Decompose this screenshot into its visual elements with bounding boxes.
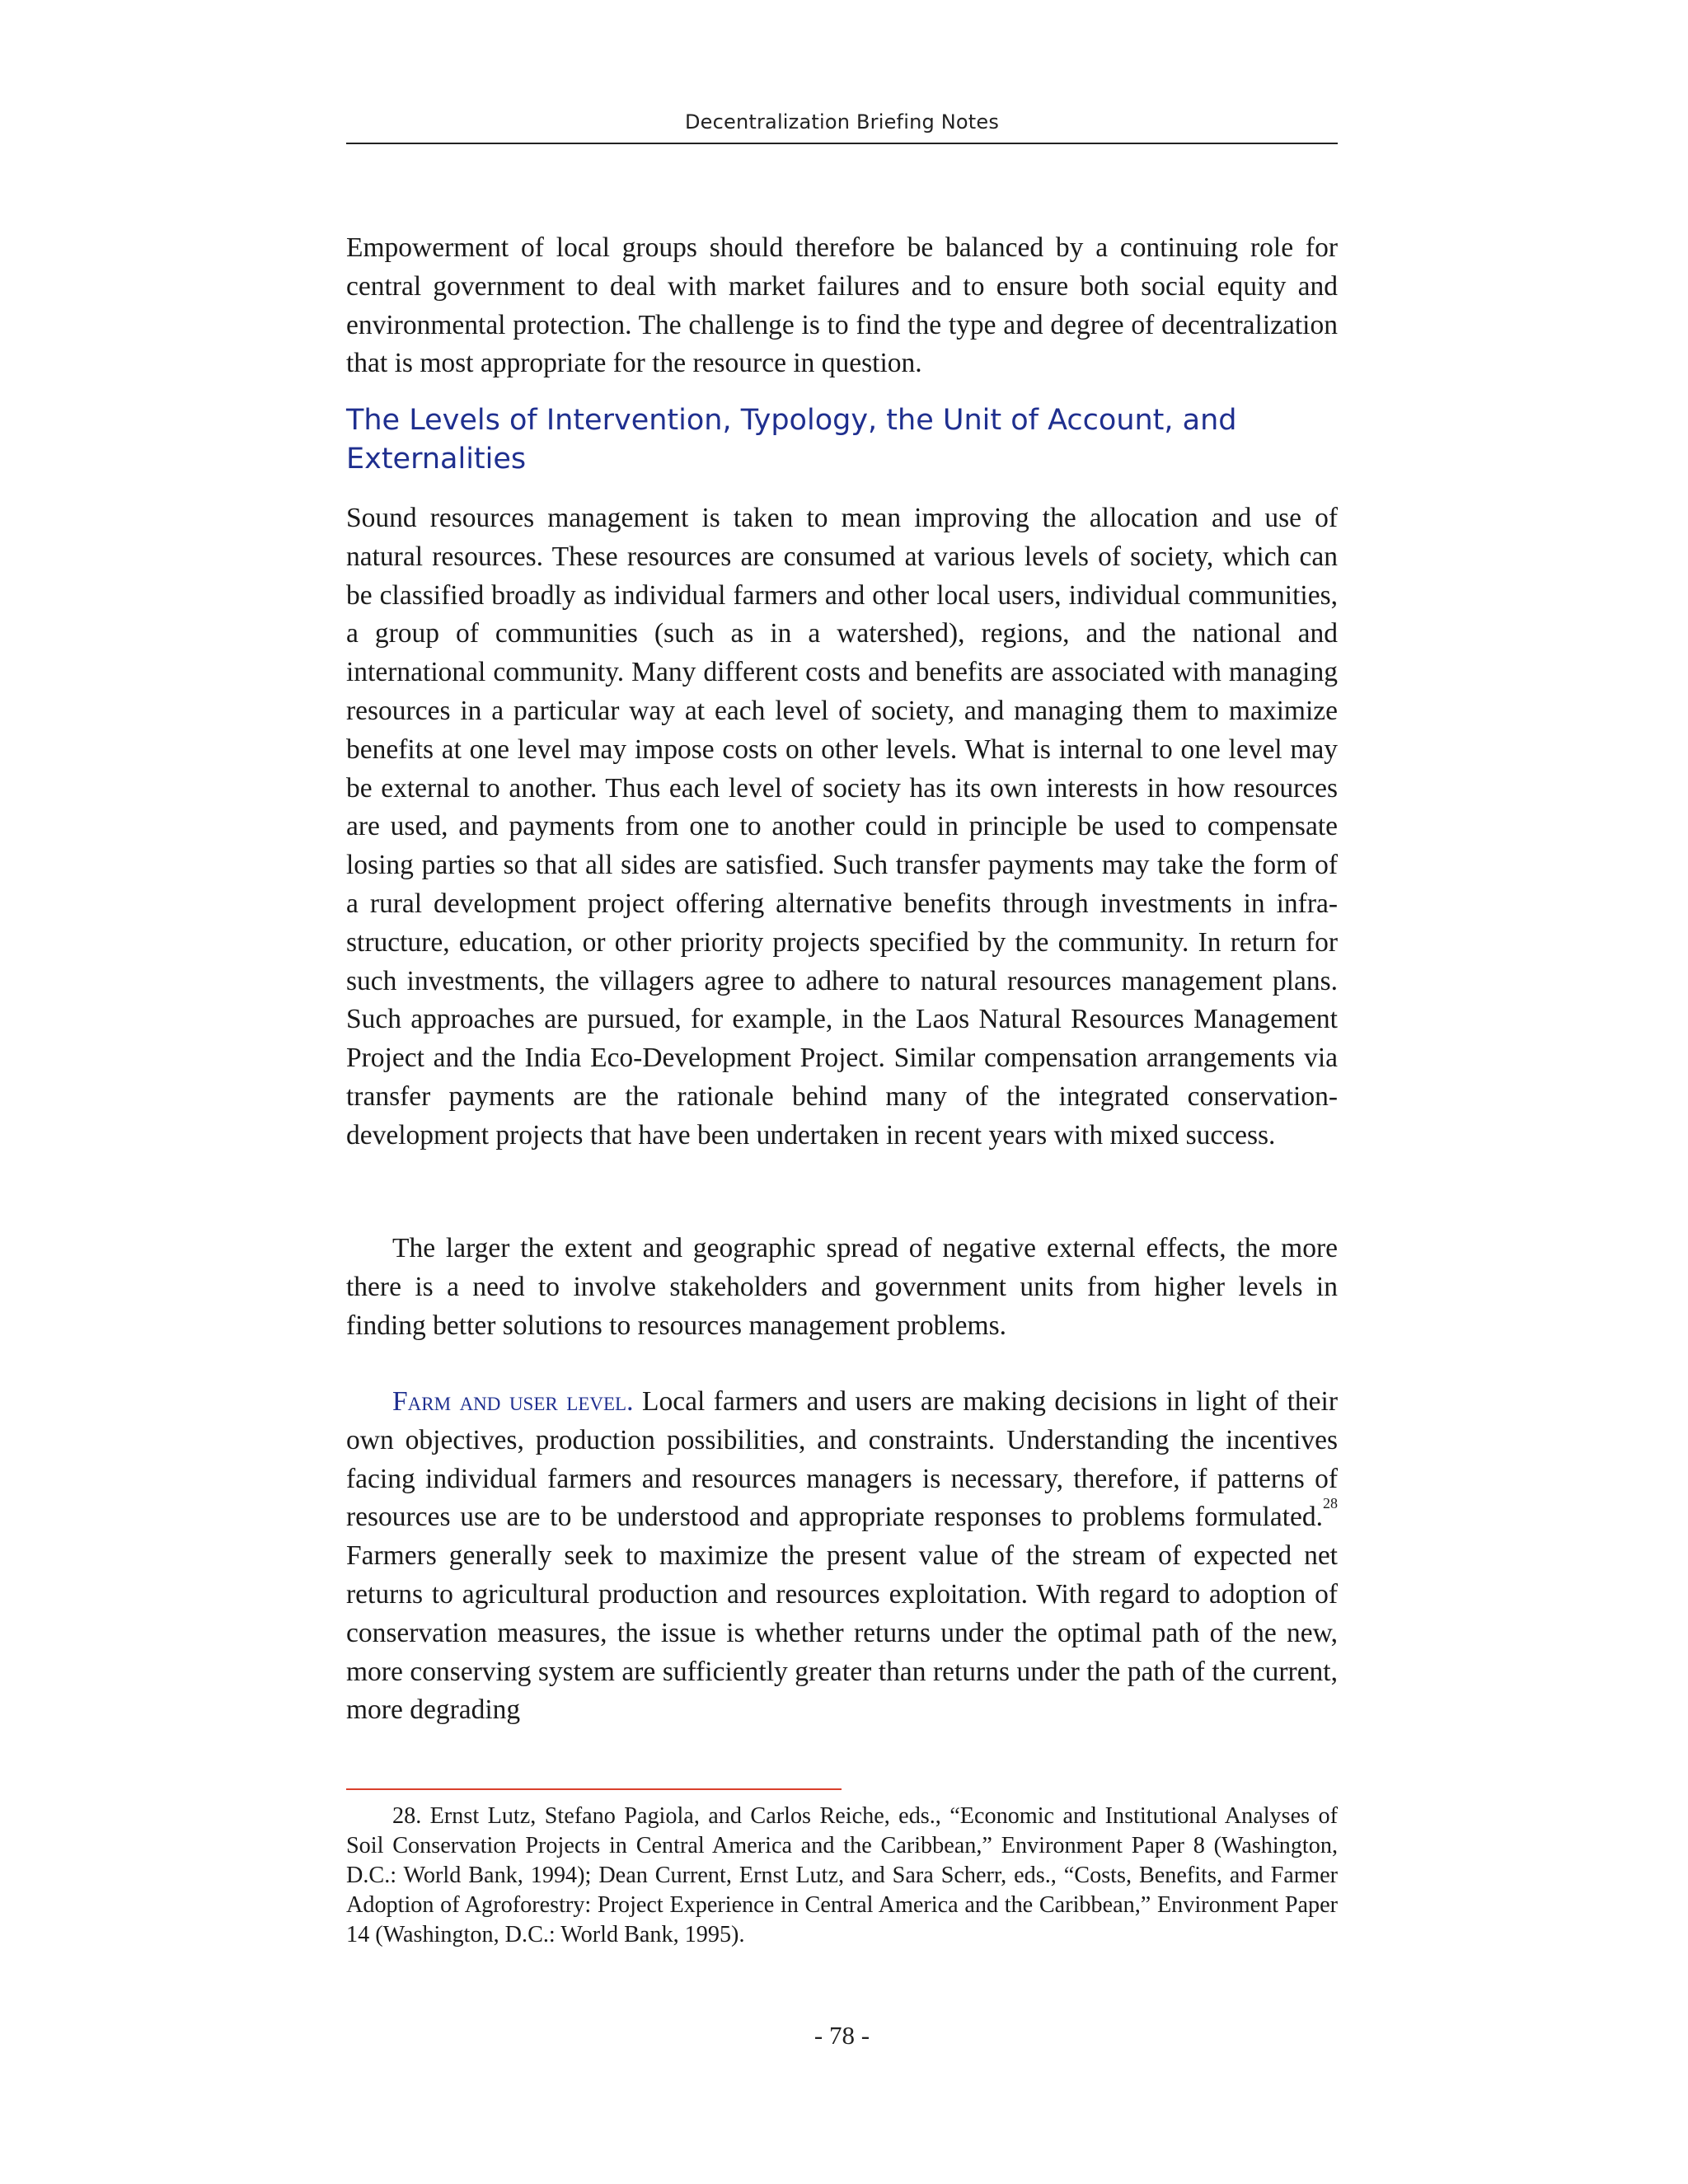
paragraph-4-text-a: Local farmers and users are making decisions in light of their own objectives, production possibilities, and constraints. Understanding the incentives facing individual farmers and resources managers is necessary, therefore, if patterns of resources use are to be understood and appropriate responses to problems formulated. [346, 1386, 1338, 1533]
body-paragraph-2: Sound resources management is taken to mean improving the allocation and use of natural resources. These resources are consumed at various levels of society, which can be classified broadly as individual farmers and other local users, individual communities, a group of communities (such as in a watershed), regions, and the national and international community. Many different costs and benefits are associated with managing resources in a particular way at each level of society, and managing them to maximize benefits at one level may impose costs on other levels. What is internal to one level may be external to another. Thus each level of society has its own interests in how resources are used, and payments from one to another could in principle be used to compensate losing parties so that all sides are satisfied. Such transfer payments may take the form of a rural development project offering alternative benefits through investments in infrastructure, education, or other priority projects specified by the community. In return for such investments, the villagers agree to adhere to natural resources management plans. Such approaches are pursued, for example, in the Laos Natural Resources Management Project and the India Eco-Development Project. Similar compensation arrangements via transfer payments are the rationale behind many of the integrated conservation-development projects that have been undertaken in recent years with mixed success. [346, 503, 1338, 1151]
footnote-28: 28. Ernst Lutz, Stefano Pagiola, and Carlos Reiche, eds., “Economic and Institutional Analyses of Soil Conservation Projects in Central America and the Caribbean,” Environment Paper 8 (Washington, D.C.: World Bank, 1994); Dean Current, Ernst Lutz, and Sara Scherr, eds., “Costs, Benefits, and Farmer Adoption of Agroforestry: Project Experience in Central America and the Caribbean,” Environment Paper 14 (Washington, D.C.: World Bank, 1995). [346, 1803, 1338, 1947]
footnote-rule [346, 1788, 842, 1790]
body-paragraph-3: The larger the extent and geographic spread of negative external effects, the more there is a need to involve stakeholders and government units from higher levels in finding better solutions to resources management problems. [346, 1233, 1338, 1341]
footnote-reference[interactable]: 28 [1323, 1495, 1338, 1512]
body-paragraph-1: Empowerment of local groups should therefore be balanced by a continuing role for central government to deal with market failures and to ensure both social equity and environmental protection. The challenge is to find the type and degree of decentralization that is most appropriate for the resource in question. [346, 232, 1338, 379]
running-head: Decentralization Briefing Notes [684, 110, 1000, 134]
section-heading: The Levels of Intervention, Typology, the Unit of Account, and Externalities [346, 404, 1237, 476]
body-paragraph-4 [346, 1383, 1338, 1730]
paragraph-4-text-b: Farmers generally seek to maximize the present value of the stream of expected net returns to agricultural production and resources exploitation. With regard to adoption of conservation measures, the issue is whether returns under the optimal path of the new, more conserving system are sufficiently greater than returns under the path of the current, more degrading [346, 1540, 1338, 1726]
page-number: - 78 - [814, 2021, 870, 2050]
runin-heading: Farm and user level. [392, 1386, 634, 1417]
header-rule [346, 143, 1338, 144]
